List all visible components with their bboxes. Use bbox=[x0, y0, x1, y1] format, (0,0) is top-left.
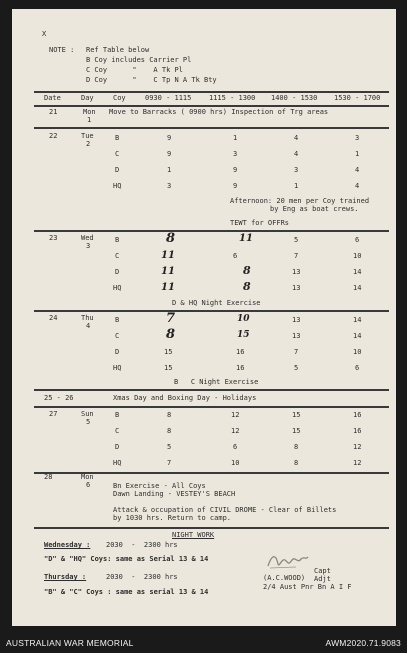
handwritten-cell: 8 bbox=[243, 280, 251, 293]
handwritten-cell: 8 bbox=[166, 327, 176, 342]
cell: 8 bbox=[167, 411, 172, 419]
handwritten-cell: 11 bbox=[161, 266, 175, 277]
row-note: B C Night Exercise bbox=[174, 378, 259, 386]
row-day-num: 5 bbox=[86, 418, 91, 426]
table-rule bbox=[34, 389, 389, 391]
cell: 9 bbox=[167, 150, 172, 158]
row-date: 22 bbox=[49, 132, 58, 140]
cell: 13 bbox=[292, 268, 301, 276]
coy-label: B bbox=[115, 236, 120, 244]
table-rule bbox=[34, 406, 389, 408]
coy-label: B bbox=[115, 411, 120, 419]
handwritten-cell: 8 bbox=[166, 231, 176, 246]
cell: 4 bbox=[355, 182, 360, 190]
coy-label: D bbox=[115, 268, 120, 276]
coy-label: D bbox=[115, 348, 120, 356]
note-line: B Coy includes Carrier Pl bbox=[86, 56, 192, 64]
handwritten-cell: 8 bbox=[243, 264, 251, 277]
header-coy: Coy bbox=[113, 94, 126, 102]
cell: 10 bbox=[353, 252, 362, 260]
coy-label: HQ bbox=[113, 284, 122, 292]
night-note: "D" & "HQ" Coys: same as Serial 13 & 14 bbox=[44, 555, 209, 563]
note-line: D Coy " C Tp N A Tk Bty bbox=[86, 76, 217, 84]
cell: 3 bbox=[294, 166, 299, 174]
row-day-num: 6 bbox=[86, 481, 91, 489]
header-time: 1530 - 1700 bbox=[334, 94, 381, 102]
row-date: 25 - 26 bbox=[44, 394, 74, 402]
note-line: C Coy " A Tk Pl bbox=[86, 66, 183, 74]
cell: 4 bbox=[355, 166, 360, 174]
row-date: 24 bbox=[49, 314, 58, 322]
row-note: TEWT for OFFRs bbox=[230, 219, 290, 227]
cell: 9 bbox=[167, 134, 172, 142]
night-day: Thursday : bbox=[44, 573, 87, 581]
corner-mark: X bbox=[42, 30, 47, 38]
footer-source: AUSTRALIAN WAR MEMORIAL bbox=[6, 638, 134, 648]
cell: 7 bbox=[167, 459, 172, 467]
row-date: 21 bbox=[49, 108, 58, 116]
handwritten-cell: 11 bbox=[161, 282, 175, 293]
row-date: 28 bbox=[44, 473, 53, 481]
handwritten-cell: 11 bbox=[239, 233, 253, 244]
row-activity: Dawn Landing - VESTEY'S BEACH bbox=[113, 490, 236, 498]
cell: 14 bbox=[353, 284, 362, 292]
cell: 15 bbox=[292, 427, 301, 435]
cell: 7 bbox=[294, 348, 299, 356]
coy-label: C bbox=[115, 252, 120, 260]
handwritten-cell: 7 bbox=[166, 311, 176, 326]
table-rule bbox=[34, 91, 389, 93]
cell: 13 bbox=[292, 284, 301, 292]
row-note: Afternoon: 20 men per Coy trained bbox=[230, 197, 370, 205]
coy-label: B bbox=[115, 134, 120, 142]
cell: 1 bbox=[294, 182, 299, 190]
header-time: 1115 - 1300 bbox=[209, 94, 256, 102]
handwritten-cell: 15 bbox=[237, 330, 250, 340]
cell: 12 bbox=[353, 443, 362, 451]
cell: 5 bbox=[294, 364, 299, 372]
table-rule bbox=[34, 527, 389, 529]
night-time: 2030 - 2300 hrs bbox=[106, 541, 178, 549]
row-day: Thu bbox=[81, 314, 94, 322]
note-line: Ref Table below bbox=[86, 46, 150, 54]
row-date: 27 bbox=[49, 410, 58, 418]
cell: 6 bbox=[355, 364, 360, 372]
row-activity: Bn Exercise - All Coys bbox=[113, 482, 206, 490]
cell: 5 bbox=[294, 236, 299, 244]
cell: 15 bbox=[292, 411, 301, 419]
header-time: 0930 - 1115 bbox=[145, 94, 192, 102]
header-date: Date bbox=[44, 94, 61, 102]
table-rule bbox=[34, 310, 389, 312]
table-rule bbox=[34, 105, 389, 107]
night-time: 2030 - 2300 hrs bbox=[106, 573, 178, 581]
cell: 12 bbox=[231, 411, 240, 419]
cell: 3 bbox=[167, 182, 172, 190]
cell: 3 bbox=[233, 150, 238, 158]
section-title: NIGHT WORK bbox=[172, 531, 215, 539]
cell: 8 bbox=[167, 427, 172, 435]
cell: 7 bbox=[294, 252, 299, 260]
signature-role: Adjt bbox=[314, 575, 331, 583]
row-day: Wed bbox=[81, 234, 94, 242]
cell: 16 bbox=[353, 411, 362, 419]
row-day: Sun bbox=[81, 410, 94, 418]
cell: 12 bbox=[231, 427, 240, 435]
cell: 12 bbox=[353, 459, 362, 467]
cell: 6 bbox=[233, 252, 238, 260]
cell: 13 bbox=[292, 316, 301, 324]
cell: 1 bbox=[167, 166, 172, 174]
cell: 16 bbox=[236, 348, 245, 356]
cell: 9 bbox=[233, 182, 238, 190]
cell: 8 bbox=[294, 443, 299, 451]
cell: 4 bbox=[294, 150, 299, 158]
signature-name: (A.C.WOOD) bbox=[263, 574, 306, 582]
coy-label: D bbox=[115, 166, 120, 174]
document-page bbox=[12, 9, 396, 626]
cell: 13 bbox=[292, 332, 301, 340]
coy-label: HQ bbox=[113, 364, 122, 372]
row-activity: Attack & occupation of CIVIL DROME - Clear of Billets bbox=[113, 506, 337, 514]
cell: 10 bbox=[353, 348, 362, 356]
coy-label: C bbox=[115, 427, 120, 435]
cell: 14 bbox=[353, 332, 362, 340]
row-day-num: 4 bbox=[86, 322, 91, 330]
cell: 16 bbox=[353, 427, 362, 435]
row-day: Tue bbox=[81, 132, 94, 140]
header-day: Day bbox=[81, 94, 94, 102]
footer-accession: AWM2020.71.9083 bbox=[325, 638, 401, 648]
row-activity: Move to Barracks ( 0900 hrs) Inspection of Trg areas bbox=[109, 108, 329, 116]
handwritten-cell: 10 bbox=[237, 314, 250, 324]
signature-scribble bbox=[266, 550, 310, 572]
cell: 6 bbox=[355, 236, 360, 244]
cell: 6 bbox=[233, 443, 238, 451]
row-day-num: 2 bbox=[86, 140, 91, 148]
cell: 14 bbox=[353, 316, 362, 324]
row-note: by Eng as boat crews. bbox=[270, 205, 359, 213]
coy-label: C bbox=[115, 150, 120, 158]
cell: 10 bbox=[231, 459, 240, 467]
night-day: Wednesday : bbox=[44, 541, 91, 549]
cell: 15 bbox=[164, 348, 173, 356]
cell: 3 bbox=[355, 134, 360, 142]
coy-label: B bbox=[115, 316, 120, 324]
row-day-num: 3 bbox=[86, 242, 91, 250]
coy-label: C bbox=[115, 332, 120, 340]
cell: 1 bbox=[233, 134, 238, 142]
cell: 9 bbox=[233, 166, 238, 174]
cell: 8 bbox=[294, 459, 299, 467]
coy-label: D bbox=[115, 443, 120, 451]
cell: 14 bbox=[353, 268, 362, 276]
cell: 15 bbox=[164, 364, 173, 372]
row-activity: Xmas Day and Boxing Day - Holidays bbox=[113, 394, 257, 402]
handwritten-cell: 11 bbox=[161, 250, 175, 261]
signature-unit: 2/4 Aust Pnr Bn A I F bbox=[263, 583, 352, 591]
coy-label: HQ bbox=[113, 459, 122, 467]
table-rule bbox=[34, 230, 389, 232]
row-date: 23 bbox=[49, 234, 58, 242]
table-rule bbox=[34, 127, 389, 129]
cell: 4 bbox=[294, 134, 299, 142]
header-time: 1400 - 1530 bbox=[271, 94, 318, 102]
night-note: "B" & "C" Coys : same as serial 13 & 14 bbox=[44, 588, 209, 596]
signature-rank: Capt bbox=[314, 567, 331, 575]
coy-label: HQ bbox=[113, 182, 122, 190]
cell: 1 bbox=[355, 150, 360, 158]
row-day: Mon bbox=[83, 108, 96, 116]
row-day-num: 1 bbox=[87, 116, 92, 124]
row-day: Mon bbox=[81, 473, 94, 481]
row-note: D & HQ Night Exercise bbox=[172, 299, 261, 307]
note-label: NOTE : bbox=[49, 46, 75, 54]
cell: 16 bbox=[236, 364, 245, 372]
cell: 5 bbox=[167, 443, 172, 451]
row-activity: by 1030 hrs. Return to camp. bbox=[113, 514, 232, 522]
